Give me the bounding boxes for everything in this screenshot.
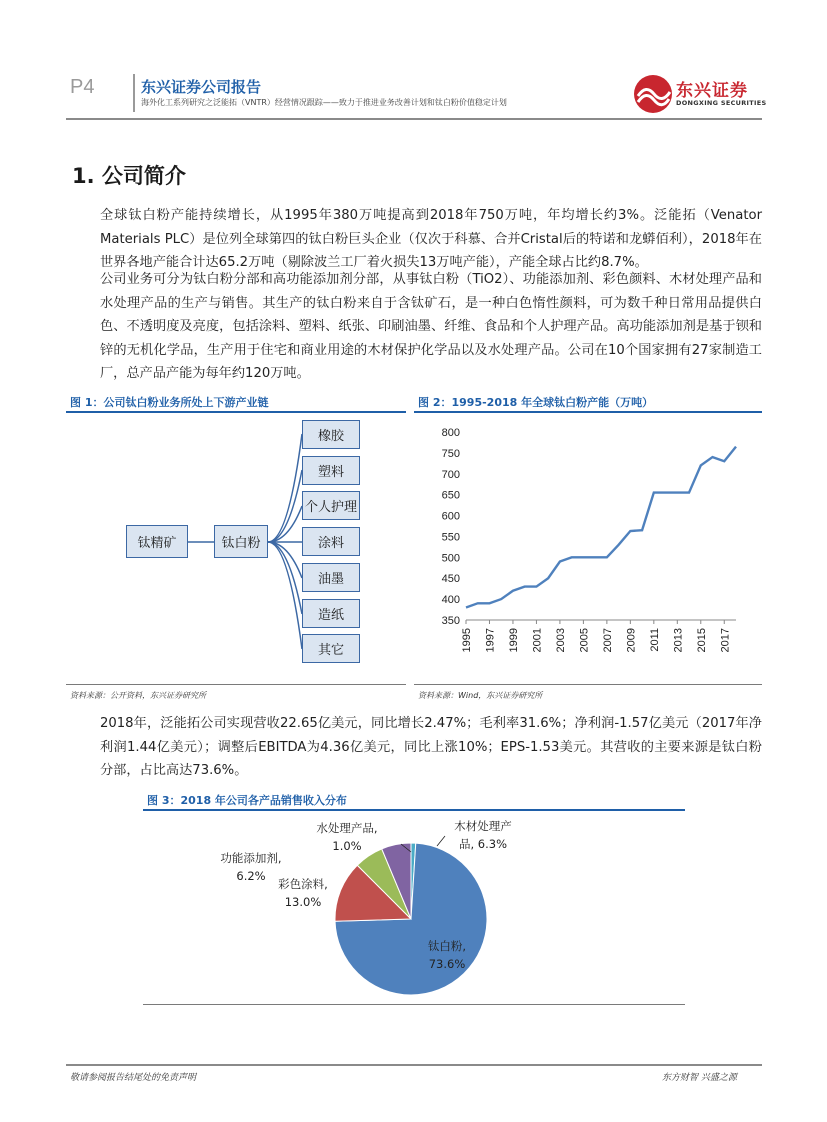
y-tick-label: 600 (441, 510, 460, 523)
y-tick-label: 800 (441, 427, 460, 439)
page-number: P4 (70, 76, 95, 98)
x-tick-label: 2009 (625, 628, 638, 653)
report-subtitle: 海外化工系列研究之泛能拓（VNTR）经营情况跟踪——致力于推进业务改善计划和钛白粉价值稳定计划 (141, 98, 507, 107)
capacity-series-line (466, 447, 736, 608)
y-tick-label: 400 (441, 594, 460, 607)
x-tick-label: 2001 (531, 628, 544, 653)
figure-1-source-rule (66, 684, 406, 685)
pie-label-functional-additives-value: 6.2% (236, 869, 266, 883)
x-tick-label: 1999 (507, 628, 520, 653)
product-titanium-dioxide: 钛白粉 (214, 525, 268, 558)
figure-3-bottom-rule (143, 1004, 685, 1005)
upstream-titanium-ore: 钛精矿 (126, 525, 188, 558)
y-tick-label: 700 (441, 468, 460, 481)
application-other: 其它 (302, 634, 360, 663)
x-tick-label: 2015 (695, 628, 708, 653)
x-tick-label: 2013 (672, 628, 685, 653)
capacity-line-chart (414, 412, 762, 684)
x-tick-label: 1995 (461, 628, 473, 653)
figure-2-source-rule (414, 684, 762, 685)
x-tick-label: 2003 (554, 628, 567, 653)
application-personal-care: 个人护理 (302, 491, 360, 520)
pie-label-colour-pigments-value: 13.0% (284, 895, 322, 909)
pie-label-titanium-dioxide-value: 73.6% (428, 957, 466, 971)
intro-paragraph-2: 公司业务可分为钛白粉分部和高功能添加剂分部，从事钛白粉（TiO2）、功能添加剂、彩色颜料、木材处理产品和水处理产品的生产与销售。其生产的钛白粉来自于含钛矿石，是一种白色惰性颜料，可为数千种日常用品提供白色、不透明度及亮度，包括涂料、塑料、纸张、印刷油墨、纤维、食品和个人护理产品。高功能添加剂是基于钡和锌的无机化学品，生产用于住宅和商业用途的木材保护化学品以及水处理产品。公司在10个国家拥有27家制造工厂，总产品产能为每年约120万吨。 (100, 272, 762, 381)
footer-rule (66, 1064, 762, 1066)
footer-disclaimer: 敬请参阅报告结尾处的免责声明 (70, 1073, 197, 1083)
logo-chinese-name: 东兴证券 (676, 81, 748, 101)
header-rule (66, 118, 762, 120)
x-tick-label: 2011 (648, 628, 661, 652)
pie-label-water-treatment-value: 1.0% (332, 839, 362, 853)
x-tick-label: 2017 (719, 628, 732, 653)
figure-1-source: 资料来源：公开资料，东兴证券研究所 (70, 691, 206, 700)
x-tick-label: 1997 (484, 628, 497, 653)
application-plastic: 塑料 (302, 456, 360, 485)
intro-paragraph-1: 全球钛白粉产能持续增长，从1995年380万吨提高到2018年750万吨，年均增长约3%。泛能拓（Venator Materials PLC）是位列全球第四的钛白粉巨头企业（仅次于科慕、合并Cristal后的特诺和龙蟒佰利），2018年在世界各地产能合计达65.2万吨（剔除波兰工厂着火损失13万吨产能），产能全球占比约8.7%。 (100, 208, 762, 270)
figure-2-caption: 图 2：1995-2018 年全球钛白粉产能（万吨） (418, 396, 654, 409)
application-coating: 涂料 (302, 527, 360, 556)
pie-label-titanium-dioxide-name: 钛白粉, (427, 939, 467, 953)
financial-summary-paragraph: 2018年，泛能拓公司实现营收22.65亿美元，同比增长2.47%；毛利率31.6%；净利润-1.57亿美元（2017年净利润1.44亿美元）；调整后EBITDA为4.36亿美元，同比上涨10%；EPS-1.53美元。其营收的主要来源是钛白粉分部，占比高达73.6%。 (100, 716, 762, 778)
header-divider (133, 74, 135, 112)
y-tick-label: 650 (441, 489, 460, 502)
figure-1-caption: 图 1：公司钛白粉业务所处上下游产业链 (70, 396, 269, 409)
figure-2-source: 资料来源：Wind，东兴证券研究所 (418, 691, 543, 700)
pie-label-wood-treatment-name: 木材处理产 (454, 819, 512, 833)
application-rubber: 橡胶 (302, 420, 360, 449)
x-tick-label: 2005 (578, 628, 591, 653)
pie-label-functional-additives-name: 功能添加剂, (220, 851, 282, 865)
y-tick-label: 550 (441, 531, 460, 544)
pie-label-colour-pigments-name: 彩色涂料, (278, 877, 328, 891)
application-ink: 油墨 (302, 563, 360, 592)
y-tick-label: 450 (441, 573, 460, 586)
pie-label-wood-treatment-value: 品, 6.3% (458, 837, 508, 851)
application-paper: 造纸 (302, 599, 360, 628)
revenue-pie-chart (143, 810, 685, 1004)
report-title: 东兴证券公司报告 (141, 78, 262, 96)
y-tick-label: 750 (441, 447, 460, 460)
figure-3-caption: 图 3：2018 年公司各产品销售收入分布 (147, 794, 347, 807)
y-tick-label: 350 (441, 615, 460, 627)
x-tick-label: 2007 (601, 628, 614, 653)
pie-label-water-treatment-name: 水处理产品, (316, 821, 378, 835)
section-title: 1. 公司简介 (72, 164, 186, 188)
footer-slogan: 东方财智 兴盛之源 (662, 1073, 737, 1083)
y-tick-label: 500 (441, 552, 460, 565)
dongxing-logo-icon (632, 72, 676, 116)
logo-english-name: DONGXING SECURITIES (676, 99, 767, 107)
